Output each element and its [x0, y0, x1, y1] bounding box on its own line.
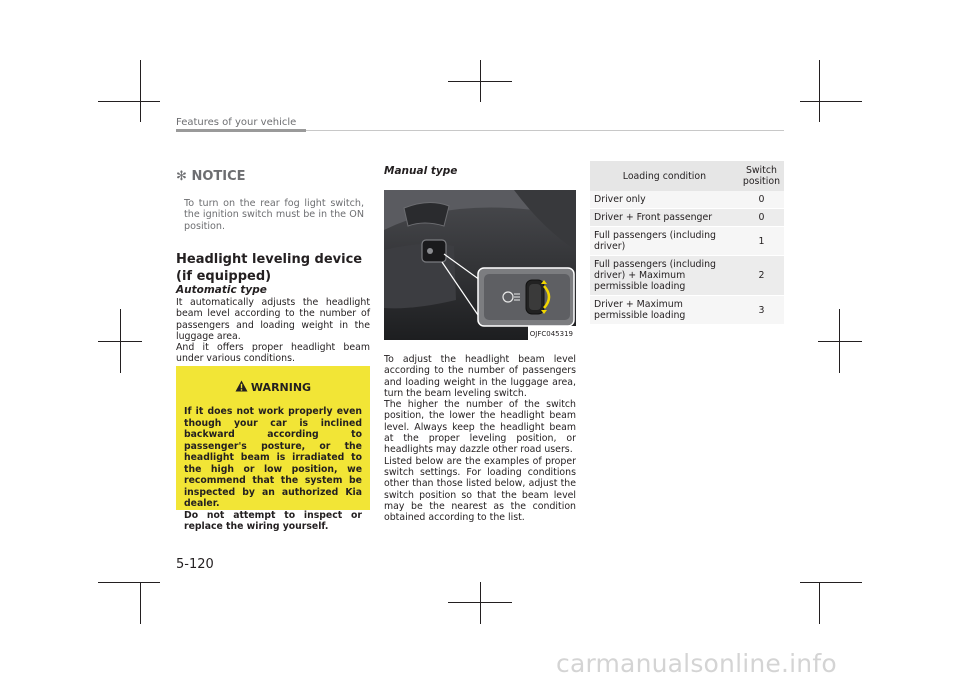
warning-paragraph: Do not attempt to inspect or replace the wiring yourself.: [184, 509, 362, 532]
dashboard-illustration: [384, 190, 576, 340]
loading-condition-cell: Driver only: [590, 191, 739, 209]
table-row: [590, 296, 784, 325]
warning-title: WARNING: [250, 381, 312, 394]
notice-icon: ✻: [176, 169, 187, 184]
figure-code: OJFC045319: [529, 330, 573, 338]
switch-position-cell: 1: [739, 227, 784, 256]
manual-paragraph: The higher the number of the switch position, the lower the headlight beam level. Always keep the headlight beam at the proper leveling position, or headlights may dazzle other road users.: [384, 399, 576, 456]
automatic-type-text: [176, 297, 370, 365]
loading-condition-cell: Driver + Front passenger: [590, 209, 739, 227]
manual-paragraph: Listed below are the examples of proper switch settings. For loading conditions other than those listed below, adjust the switch position so that the beam level may be the nearest as the condition obtained according to the list.: [384, 455, 576, 524]
warning-body: [184, 406, 362, 533]
switch-position-table: [590, 161, 784, 325]
watermark-text[interactable]: carmanualsonline.info: [556, 649, 837, 678]
warning-heading: [176, 380, 370, 394]
section-title: Headlight leveling device (if equipped): [176, 252, 363, 284]
table-row: [590, 191, 784, 209]
manual-paragraph: To adjust the headlight beam level according to the number of passengers and loading weight in the luggage area, turn the beam leveling switch.: [384, 354, 576, 399]
table-header: Switch position: [739, 161, 784, 191]
warning-paragraph: If it does not work properly even though your car is inclined backward according to passenger's posture, or the headlight beam is irradiated to the high or low position, we recommend that the system be inspected by an authorized Kia dealer.: [184, 406, 362, 509]
table-row: [590, 209, 784, 227]
notice-body: To turn on the rear fog light switch, the ignition switch must be in the ON position.: [184, 198, 364, 232]
notice-heading: [176, 169, 246, 184]
header-accent-bar: [176, 129, 306, 132]
crop-mark: [448, 81, 512, 82]
crop-mark: [480, 582, 481, 624]
crop-mark: [818, 341, 862, 342]
crop-mark: [819, 582, 820, 624]
manual-type-heading: Manual type: [384, 165, 458, 177]
loading-condition-cell: Driver + Maximum permissible loading: [590, 296, 739, 325]
warning-icon: [235, 380, 248, 392]
switch-position-cell: 0: [739, 209, 784, 227]
crop-mark: [140, 582, 141, 624]
crop-mark: [819, 60, 820, 122]
manual-type-text: [384, 354, 576, 523]
switch-position-cell: 3: [739, 296, 784, 325]
warning-box: [176, 366, 370, 532]
loading-condition-cell: Full passengers (including driver): [590, 227, 739, 256]
table-header: Loading condition: [590, 161, 739, 191]
automatic-paragraph: It automatically adjusts the headlight beam level according to the number of passengers and loading weight in the luggage area.: [176, 297, 370, 342]
crop-mark: [800, 582, 862, 583]
table-header-row: [590, 161, 784, 191]
automatic-type-heading: Automatic type: [176, 284, 267, 296]
crop-mark: [98, 101, 160, 102]
page-number: 5-120: [176, 557, 214, 572]
switch-position-cell: 0: [739, 191, 784, 209]
table-row: [590, 256, 784, 296]
leveling-switch-figure: [384, 190, 576, 340]
switch-position-cell: 2: [739, 256, 784, 296]
automatic-paragraph: And it offers proper headlight beam under various conditions.: [176, 342, 370, 365]
crop-mark: [98, 582, 160, 583]
section-header: Features of your vehicle: [176, 117, 297, 128]
table-row: [590, 227, 784, 256]
loading-condition-cell: Full passengers (including driver) + Maximum permissible loading: [590, 256, 739, 296]
notice-title: NOTICE: [191, 169, 246, 184]
crop-mark: [140, 60, 141, 122]
crop-mark: [448, 602, 512, 603]
crop-mark: [800, 101, 862, 102]
crop-mark: [98, 341, 142, 342]
